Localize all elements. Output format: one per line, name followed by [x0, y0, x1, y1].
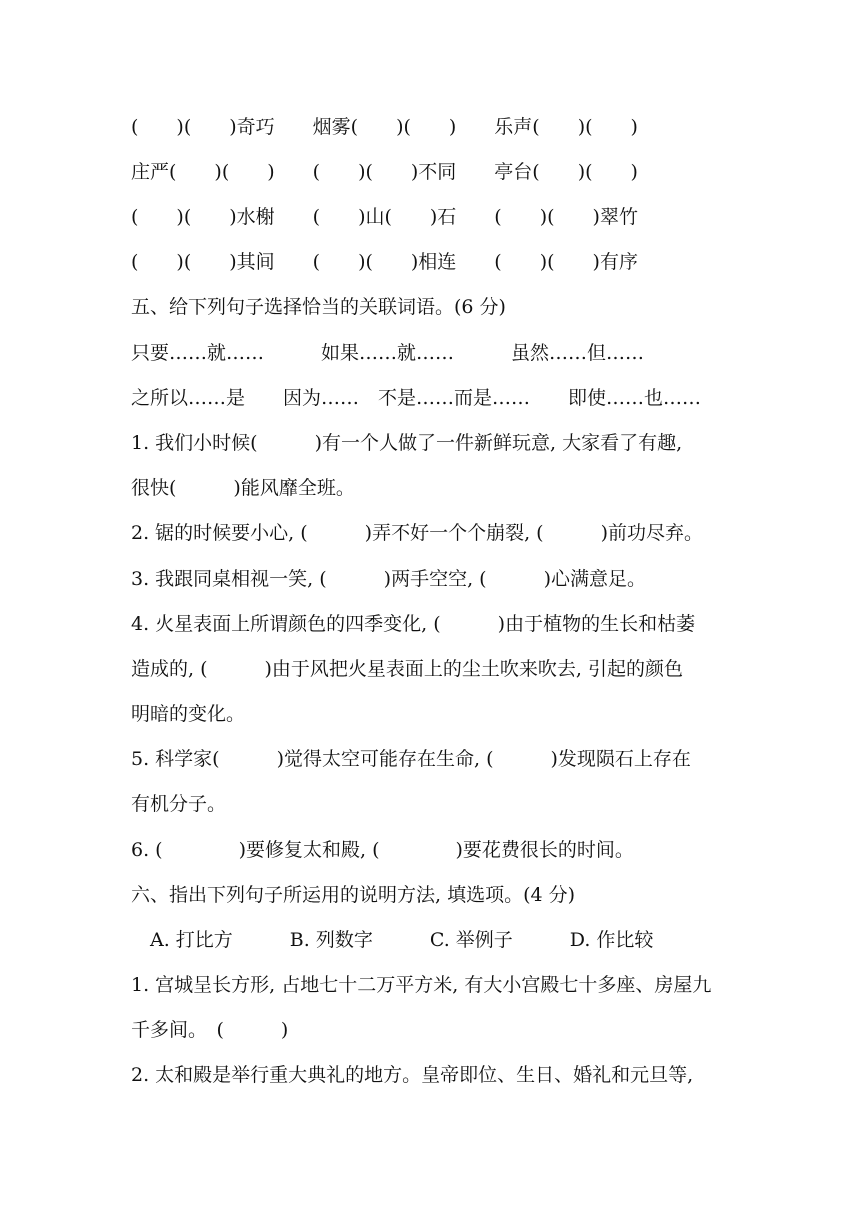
- question-5-3: 3. 我跟同桌相视一笑, ( )两手空空, ( )心满意足。: [131, 568, 646, 590]
- question-5-2: 2. 锯的时候要小心, ( )弄不好一个个崩裂, ( )前功尽弃。: [131, 522, 703, 544]
- question-6-1-line-1: 1. 宫城呈长方形, 占地七十二万平方米, 有大小宫殿七十多座、房屋九: [131, 974, 712, 996]
- question-5-4-line-2: 造成的, ( )由于风把火星表面上的尘土吹来吹去, 引起的颜色: [131, 658, 683, 680]
- question-6-2-line-1: 2. 太和殿是举行重大典礼的地方。皇帝即位、生日、婚礼和元旦等,: [131, 1064, 694, 1086]
- question-6-1-line-2: 千多间。 ( ): [131, 1019, 289, 1041]
- question-5-5-line-2: 有机分子。: [131, 793, 227, 815]
- section-5-title: 五、给下列句子选择恰当的关联词语。(6 分): [131, 296, 506, 318]
- conjunction-options-row-1: 只要……就…… 如果……就…… 虽然……但……: [131, 342, 645, 364]
- question-5-6: 6. ( )要修复太和殿, ( )要花费很长的时间。: [131, 839, 634, 861]
- question-5-5-line-1: 5. 科学家( )觉得太空可能存在生命, ( )发现陨石上存在: [131, 748, 691, 770]
- idiom-row-4: ( )( )其间 ( )( )相连 ( )( )有序: [131, 251, 638, 273]
- conjunction-options-row-2: 之所以……是 因为…… 不是……而是…… 即使……也……: [131, 387, 702, 409]
- method-options: A. 打比方 B. 列数字 C. 举例子 D. 作比较: [131, 929, 654, 951]
- idiom-row-3: ( )( )水榭 ( )山( )石 ( )( )翠竹: [131, 206, 638, 228]
- section-6-title: 六、指出下列句子所运用的说明方法, 填选项。(4 分): [131, 884, 576, 906]
- question-5-1-line-2: 很快( )能风靡全班。: [131, 477, 355, 499]
- idiom-row-2: 庄严( )( ) ( )( )不同 亭台( )( ): [131, 161, 638, 183]
- question-5-1-line-1: 1. 我们小时候( )有一个人做了一件新鲜玩意, 大家看了有趣,: [131, 432, 683, 454]
- question-5-4-line-3: 明暗的变化。: [131, 703, 246, 725]
- question-5-4-line-1: 4. 火星表面上所谓颜色的四季变化, ( )由于植物的生长和枯萎: [131, 613, 696, 635]
- idiom-row-1: ( )( )奇巧 烟雾( )( ) 乐声( )( ): [131, 116, 638, 138]
